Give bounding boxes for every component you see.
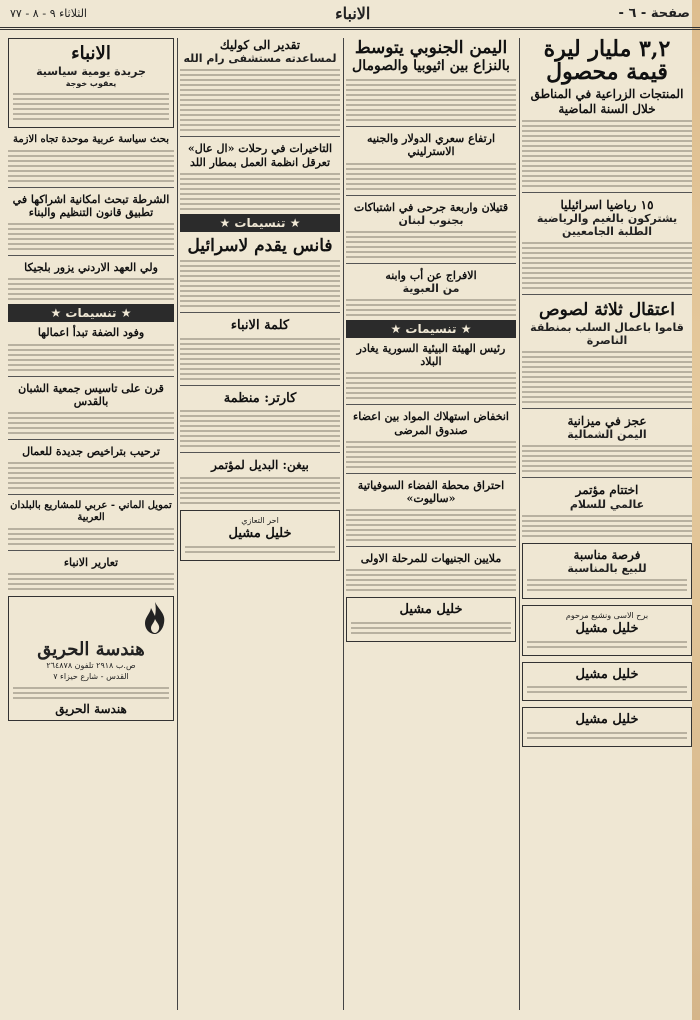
divider [346, 546, 516, 547]
divider [8, 494, 174, 495]
article-text [522, 120, 692, 187]
article-text [522, 515, 692, 537]
item3-headline: فانس يقدم لاسرائيل [187, 235, 333, 256]
masthead-logo: الانباء [71, 43, 111, 64]
main-headline: الیمن الجنوبي يتوسط [354, 38, 508, 58]
item3-headline: قتيلان واربعة جرحى في اشتباكات [353, 200, 509, 214]
item6-headline: ترحيب بتراخيص جديدة للعمال [22, 444, 160, 458]
column-rule [519, 38, 520, 1010]
item4-headline: الافراج عن أب وابنه [385, 268, 477, 282]
item2-headline: ١٥ رياضيا اسرائيليا [560, 197, 654, 212]
issue-date: الثلاثاء ٩ - ٨ - ٧٧ [10, 7, 87, 20]
item2-headline: الشرطة تبحث امكانية اشراكها في تطبيق قانون التنظيم والبناء [12, 192, 170, 219]
divider [522, 192, 692, 193]
notice-text [527, 686, 687, 693]
article-text [8, 528, 174, 545]
divider [8, 187, 174, 188]
divider [346, 404, 516, 405]
lead-headline: ٣,٢ مليار ليرة قيمة محصول [543, 38, 671, 86]
item4-subheadline: من العبوية [402, 281, 460, 295]
divider [8, 376, 174, 377]
page-number: صفحة - ٦ - [618, 6, 690, 21]
masthead-subtitle: جريدة يومية سياسية [36, 64, 146, 78]
item8-headline: تعارير الانباء [63, 556, 119, 570]
article-text [346, 299, 516, 316]
column-left [8, 38, 174, 1010]
lead-subheadline: المنتجات الزراعية في المناطق خلال السنة الماضية [530, 87, 684, 116]
notice-text [527, 732, 687, 739]
article-text [346, 569, 516, 591]
mourning-notice [346, 597, 516, 642]
ad-phone: ص.ب ٢٩١٨ تلفون ٢٦٤٨٧٨ [46, 661, 136, 671]
notice-text [185, 546, 335, 553]
ad-title: هندسة الحريق [37, 639, 145, 661]
divider [522, 477, 692, 478]
divider [180, 452, 340, 453]
item4-headline: عجز في ميزانية [567, 413, 647, 428]
ad-address: القدس - شارع حيزاء ٧ [53, 672, 129, 682]
article-text [180, 173, 340, 210]
item3-headline: ولي العهد الاردني يزور بلجيكا [24, 261, 158, 275]
item1-headline: بحث سياسة عربية موحدة تجاه الازمة [12, 133, 170, 145]
item5-headline: اختتام مؤتمر [575, 483, 639, 498]
section-banner: ★ تنسيمات ★ [8, 304, 174, 322]
section-banner: ★ تنسيمات ★ [346, 320, 516, 338]
notice-text [351, 622, 511, 634]
mourning-phrase: احر التعازي [241, 515, 279, 525]
main-headline-line2: بالنزاع بين اثيوبيا والصومال [352, 58, 510, 75]
divider [346, 195, 516, 196]
article-text [180, 410, 340, 447]
article-text [8, 412, 174, 434]
page-header [0, 0, 700, 30]
article-text [346, 163, 516, 190]
divider [8, 255, 174, 256]
article-text [346, 231, 516, 258]
ad-text [13, 687, 169, 699]
classified-subtitle: للبيع بالمناسبة [567, 561, 647, 575]
divider [180, 312, 340, 313]
item5-headline: رئيس الهيئة البيئية السورية يغادر البلاد [356, 341, 506, 369]
article-text [8, 462, 174, 489]
item6-headline: انخفاض استهلاك المواد بين اعضاء صندوق المرضى [353, 410, 509, 437]
divider [346, 126, 516, 127]
page-edge-stain [692, 0, 700, 1020]
article-text [180, 69, 340, 131]
divider [180, 136, 340, 137]
ad-footer: هندسة الحريق [55, 701, 127, 716]
column-center-left [180, 38, 340, 1010]
item3-subheadline: قاموا باعمال السلب بمنطقة الناصرة [530, 320, 684, 347]
divider [346, 263, 516, 264]
item2-headline: ارتفاع سعري الدولار والجنيه الاسترليني [366, 132, 496, 159]
mourning-notice [180, 510, 340, 561]
item1-headline: تقدير الى كوليك [219, 38, 301, 52]
article-text [180, 477, 340, 504]
article-text [180, 338, 340, 380]
article-text [522, 351, 692, 403]
article-text [346, 509, 516, 541]
item5-headline: قرن على تاسيس جمعية الشبان بالقدس [18, 381, 164, 408]
item7-headline: احتراق محطة الفضاء السوفياتية «ساليوت» [357, 478, 505, 505]
article-text [522, 242, 692, 289]
item5-subheadline: عالمي للسلام [569, 497, 645, 511]
mourning-name: خليل مشيل [575, 621, 639, 637]
mourning-notice [522, 662, 692, 702]
item4-headline: كلمة الانباء [230, 318, 290, 334]
article-text [346, 79, 516, 121]
item7-headline: تمويل الماني - عربي للمشاريع بالبلدان العربية [10, 500, 172, 524]
column-rule [177, 38, 178, 1010]
item2-headline: التاخيرات في رحلات «ال عال» تعرقل انظمة العمل بمطار اللد [187, 142, 333, 169]
item3-headline: اعتقال ثلاثة لصوص [539, 300, 675, 321]
divider [346, 473, 516, 474]
column-center-right [346, 38, 516, 1010]
article-text [180, 260, 340, 307]
item5-headline: كارتر: منظمة [223, 390, 297, 406]
mourning-name: خليل مشيل [228, 525, 292, 541]
masthead-box [8, 38, 174, 128]
classified-title: فرصة مناسبة [573, 547, 641, 562]
divider [522, 408, 692, 409]
mourning-name: خليل مشيل [575, 712, 639, 728]
divider [522, 294, 692, 295]
article-text [8, 150, 174, 182]
notice-text [527, 641, 687, 648]
divider [180, 385, 340, 386]
masthead-text [13, 93, 169, 120]
mourning-notice [522, 605, 692, 656]
column-rule [343, 38, 344, 1010]
header-masthead: الانباء [335, 4, 371, 23]
item4-headline: وفود الضفة تبدأ اعمالها [37, 326, 145, 340]
mourning-name: خليل مشيل [399, 602, 463, 618]
fire-engineering-ad [8, 596, 174, 721]
article-text [8, 223, 174, 250]
item1-subheadline: لمساعدته مستشفى رام الله [183, 52, 337, 66]
mourning-notice [522, 707, 692, 747]
ad-text [527, 579, 687, 591]
article-text [522, 445, 692, 472]
article-text [8, 278, 174, 300]
article-text [346, 441, 516, 468]
article-text [8, 573, 174, 590]
divider [8, 550, 174, 551]
article-text [8, 344, 174, 371]
divider [8, 439, 174, 440]
item4-subheadline: اليمن الشمالية [567, 428, 647, 442]
article-text [346, 372, 516, 399]
mourning-name: خليل مشيل [575, 666, 639, 682]
item8-headline: ملايين الجنيهات للمرحلة الاولى [360, 552, 502, 566]
item2-subheadline: يشتركون بالغيم والرياضية الطلبة الجامعيين [536, 212, 678, 239]
flame-icon [141, 601, 169, 635]
classified-ad [522, 543, 692, 599]
section-banner: ★ تنسيمات ★ [180, 214, 340, 232]
item3-subheadline: بجنوب لبنان [398, 213, 464, 227]
column-right [522, 38, 692, 1010]
masthead-owner: يعقوب خوجة [65, 78, 117, 88]
item6-headline: بيغن: البديل لمؤتمر [211, 458, 309, 473]
mourning-phrase: برح الاسى ونشيع مرحوم [565, 610, 649, 620]
